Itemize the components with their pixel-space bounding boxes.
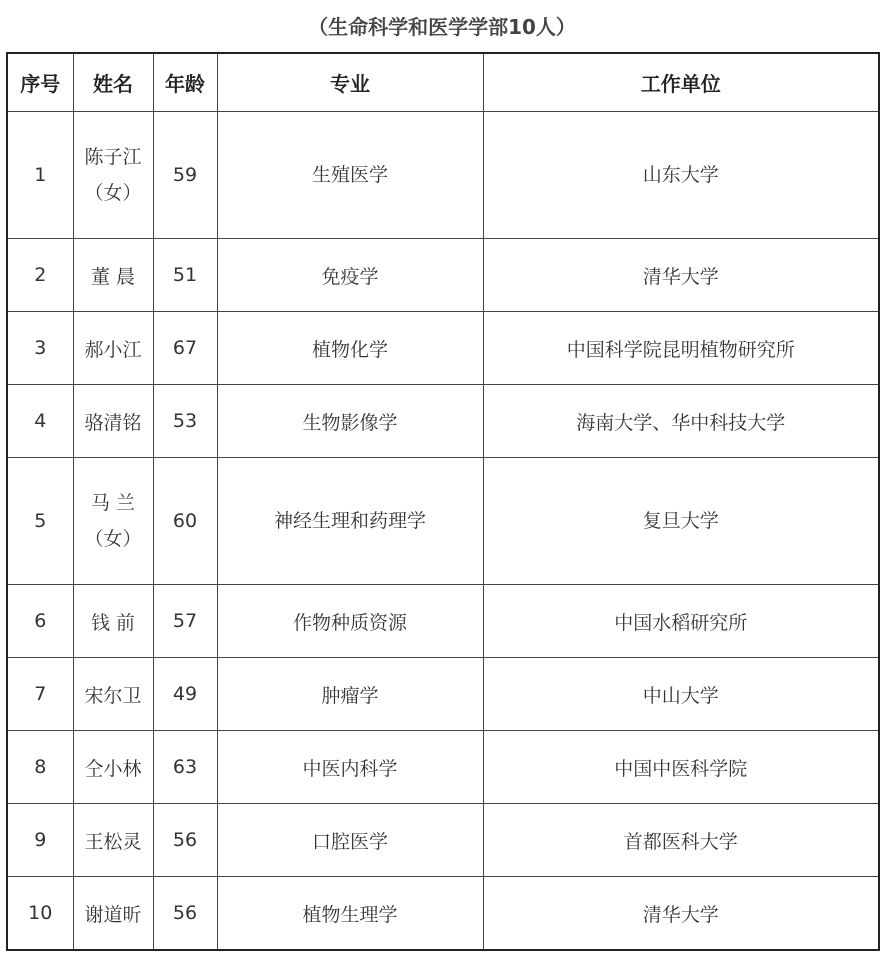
cell-unit: 中国水稻研究所: [483, 585, 879, 658]
cell-major: 神经生理和药理学: [217, 458, 483, 585]
cell-major: 植物生理学: [217, 877, 483, 951]
gender-note: （女）: [84, 182, 142, 204]
cell-index: 6: [7, 585, 73, 658]
cell-unit: 清华大学: [483, 877, 879, 951]
cell-name: 王松灵: [73, 804, 153, 877]
cell-age: 51: [153, 239, 217, 312]
cell-age: 63: [153, 731, 217, 804]
cell-age: 53: [153, 385, 217, 458]
cell-major: 中医内科学: [217, 731, 483, 804]
cell-name: 钱 前: [73, 585, 153, 658]
table-row: [7, 877, 879, 951]
cell-age: 56: [153, 877, 217, 951]
name-text: 马 兰: [90, 492, 136, 514]
cell-name: 董 晨: [73, 239, 153, 312]
cell-age: 59: [153, 112, 217, 239]
cell-major: 植物化学: [217, 312, 483, 385]
table-row: [7, 239, 879, 312]
cell-major: 肿瘤学: [217, 658, 483, 731]
cell-major: 口腔医学: [217, 804, 483, 877]
cell-index: 9: [7, 804, 73, 877]
cell-age: 56: [153, 804, 217, 877]
table-row: [7, 731, 879, 804]
cell-name: 谢道昕: [73, 877, 153, 951]
cell-name: 宋尔卫: [73, 658, 153, 731]
cell-index: 8: [7, 731, 73, 804]
header-index: 序号: [7, 53, 73, 112]
cell-index: 3: [7, 312, 73, 385]
cell-unit: 山东大学: [483, 112, 879, 239]
table-row: [7, 312, 879, 385]
cell-age: 60: [153, 458, 217, 585]
cell-major: 生殖医学: [217, 112, 483, 239]
cell-unit: 中国科学院昆明植物研究所: [483, 312, 879, 385]
cell-age: 67: [153, 312, 217, 385]
table-row: [7, 658, 879, 731]
table-row: [7, 385, 879, 458]
name-text: 陈子江: [84, 146, 142, 168]
cell-major: 免疫学: [217, 239, 483, 312]
cell-name: [73, 458, 153, 585]
cell-major: 生物影像学: [217, 385, 483, 458]
cell-index: 7: [7, 658, 73, 731]
cell-unit: 海南大学、华中科技大学: [483, 385, 879, 458]
table-row: [7, 458, 879, 585]
header-name: 姓名: [73, 53, 153, 112]
cell-unit: 中山大学: [483, 658, 879, 731]
table-caption: （生命科学和医学学部10人）: [308, 15, 576, 39]
cell-age: 49: [153, 658, 217, 731]
cell-name: [73, 112, 153, 239]
cell-unit: 中国中医科学院: [483, 731, 879, 804]
cell-index: 1: [7, 112, 73, 239]
cell-unit: 清华大学: [483, 239, 879, 312]
cell-unit: 复旦大学: [483, 458, 879, 585]
gender-note: （女）: [84, 528, 142, 550]
cell-index: 10: [7, 877, 73, 951]
cell-major: 作物种质资源: [217, 585, 483, 658]
header-unit: 工作单位: [483, 53, 879, 112]
table-row: [7, 585, 879, 658]
header-row: [7, 53, 879, 112]
academician-table: [6, 52, 880, 951]
cell-name: 仝小林: [73, 731, 153, 804]
header-major: 专业: [217, 53, 483, 112]
header-age: 年龄: [153, 53, 217, 112]
cell-index: 4: [7, 385, 73, 458]
cell-index: 5: [7, 458, 73, 585]
table-row: [7, 804, 879, 877]
table-row: [7, 112, 879, 239]
cell-index: 2: [7, 239, 73, 312]
cell-age: 57: [153, 585, 217, 658]
cell-name: 骆清铭: [73, 385, 153, 458]
cell-name: 郝小江: [73, 312, 153, 385]
cell-unit: 首都医科大学: [483, 804, 879, 877]
